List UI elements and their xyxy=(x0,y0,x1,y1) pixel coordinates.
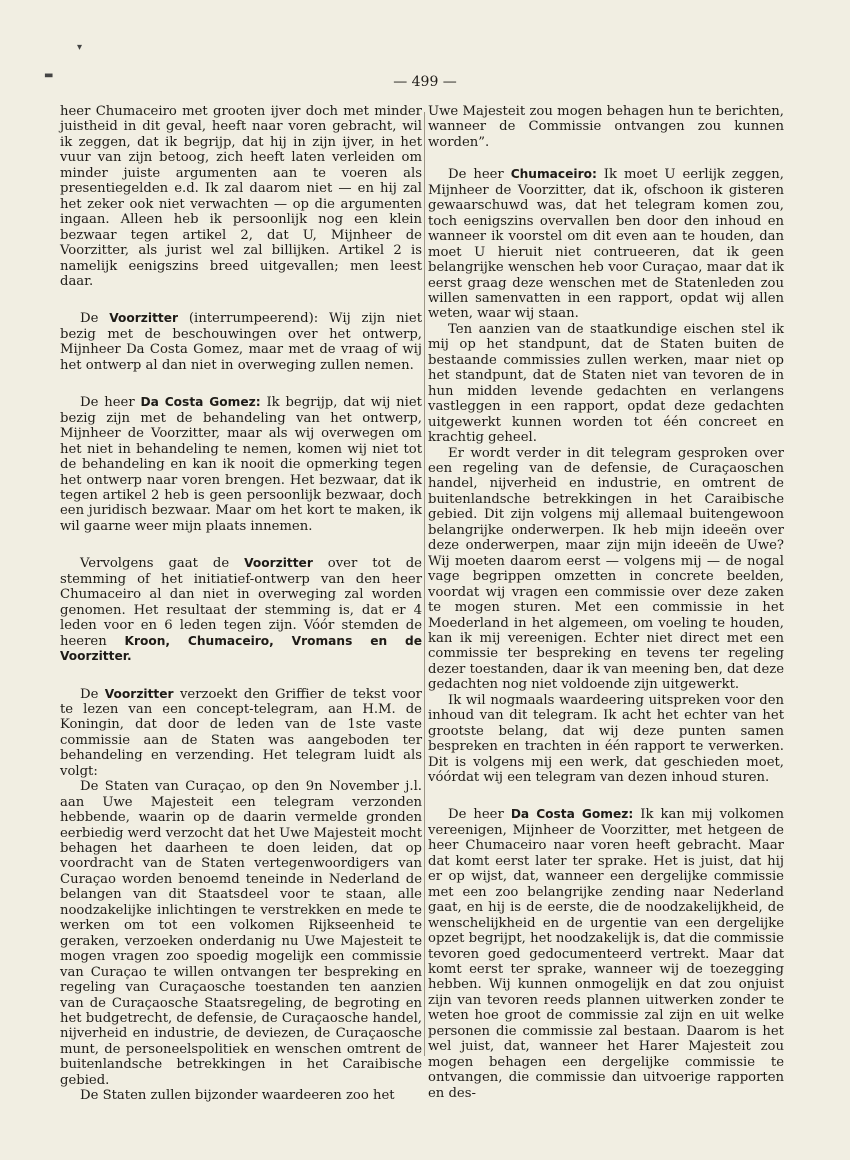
paragraph-da-costa-gomez-reply: De heer Da Costa Gomez: Ik kan mij volkomen vereenigen, Mijnheer de Voorzitter, met hetgeen de heer Chumaceiro naar voren heeft gebracht. Maar dat komt eerst later ter sprake. Het is juist, dat hij er op wijst, dat, wanneer een dergelijke commissie met een zoo belangrijke zending naar Nederland gaat, en hij is de eerste, die de noodzakelijkheid, de wenschelijkheid en de urgentie van een dergelijke opzet begrijpt, het noodzakelijk is, dat die commissie tevoren goed gedocumenteerd vertrekt. Maar dat komt eerst ter sprake, wanneer wij de toezegging hebben. Wij kunnen onmogelijk en dat zou onjuist zijn van tevoren reeds plannen uitwerken zonder te weten hoe groot de commissie zal zijn en uit welke personen die commissie zal bestaan. Daarom is het wel juist, dat, wanneer het Harer Majesteit zou mogen behagen een dergelijke commissie te ontvangen, die commissie dan uitvoerige rapporten en des- xyxy=(428,807,784,1101)
paragraph-telegram-text: De Staten van Curaçao, op den 9n November j.l. aan Uwe Majesteit een telegram verzonden hebbende, waarin op de daarin vermelde gronden eerbiedig werd verzocht dat het Uwe Majesteit mocht behagen het daarheen te doen leiden, dat op voordracht van de Staten vertegenwoordigers van Curaçao worden benoemd teneinde in Nederland de belangen van dit Staatsdeel voor te staan, alle noodzakelijke inlichtingen te verstrekken en mede te werken om tot een volkomen Rijkseenheid te geraken, verzoeken onderdanig nu Uwe Majesteit te mogen vragen zoo spoedig mogelijk een commissie van Curaçao te willen ontvangen ter bespreking en regeling van Curaçaosche toestanden ten aanzien van de Curaçaosche Staatsregeling, de begroting en het budgetrecht, de defensie, de Curaçaosche handel, nijverheid en industrie, de deviezen, de Curaçaosche munt, de personeelspolitiek en wenschen omtrent de buitenlandsche betrekkingen in het Caraibische gebied. xyxy=(60,779,422,1088)
paragraph-telegram-topics: Er wordt verder in dit telegram gesproken over een regeling van de defensie, de Curaçaoschen handel, nijverheid en industrie, en omtrent de buitenlandsche betrekkingen in het Caraibische gebied. Dit zijn volgens mij allemaal buitengewoon belangrijke onderwerpen. Ik heb mijn ideeën over deze onderwerpen, maar zijn mijn ideeën de Uwe? Wij moeten daarom eerst — volgens mij — de nogal vage begrippen omzetten in concrete beelden, voordat wij vragen een commissie over deze zaken te mogen sturen. Met een commissie in het Moederland in het algemeen, om voeling te houden, kan ik mij vereenigen. Echter niet direct met een commissie ter bespreking en tevens ter regeling dezer toestanden, daar ik van meening ben, dat deze gedachten nog niet voldoende zijn uitgewerkt. xyxy=(428,445,784,693)
left-column xyxy=(60,104,422,1104)
paragraph-da-costa-gomez: De heer Da Costa Gomez: Ik begrijp, dat wij niet bezig zijn met de behandeling van het ontwerp, Mijnheer de Voorzitter, maar als wij overwegen om het niet in behandeling te nemen, komen wij niet tot de behandeling en kan ik nooit die opmerking tegen het ontwerp naar voren brengen. Het bezwaar, dat ik tegen artikel 2 heb is geen persoonlijk bezwaar, doch een juridisch bezwaar. Maar om het kort te maken, ik wil gaarne weer mijn plaats innemen. xyxy=(60,395,422,534)
speaker-name: Da Costa Gomez: xyxy=(510,807,634,822)
print-speck: ▬ xyxy=(44,70,54,81)
speaker-name: Voorzitter xyxy=(244,556,313,571)
paragraph-continuation: Uwe Majesteit zou mogen behagen hun te berichten, wanneer de Commissie ontvangen zou kunnen worden”. xyxy=(428,104,784,150)
paragraph-telegram-end: De Staten zullen bijzonder waardeeren zoo het xyxy=(80,1088,395,1104)
speaker-name: Chumaceiro: xyxy=(510,167,597,182)
paragraph-waardeering: Ik wil nogmaals waardeering uitspreken voor den inhoud van dit telegram. Ik acht het echter van het grootste belang, dat wij deze punten samen bespreken en trachten in één rapport te verwerken. Dit is volgens mij een werk, dat geschieden moet, vóórdat wij een telegram van dezen inhoud sturen. xyxy=(428,692,784,786)
right-column xyxy=(428,104,784,1101)
speaker-name: Voorzitter xyxy=(104,686,174,701)
speaker-name: Voorzitter xyxy=(109,311,179,326)
paragraph-staatkundige-eischen: Ten aanzien van de staatkundige eischen stel ik mij op het standpunt, dat de Staten buiten de bestaande commissies zullen werken, maar niet op het standpunt, dat de Staten niet van tevoren de in hun midden levende gedachten en verlangens vastleggen in een rapport, opdat deze gedachten uitgewerkt kunnen worden tot één concreet en krachtig geheel. xyxy=(428,321,784,446)
paragraph-vote: Vervolgens gaat de Voorzitter over tot de stemming of het initiatief-ontwerp van den heer Chumaceiro al dan niet in overweging zal worden genomen. Het resultaat der stemming is, dat er 4 leden voor en 6 leden tegen zijn. Vóór stemden de heeren Kroon, Chumaceiro, Vromans en de Voorzitter. xyxy=(60,556,422,664)
vote-names: Kroon, Chumaceiro, Vromans en de Voorzitter. xyxy=(60,633,422,664)
paragraph-continuation: heer Chumaceiro met grooten ijver doch met minder juistheid in dit geval, heeft naar voren gebracht, wil ik zeggen, dat ik begrijp, dat hij in zijn ijver, in het vuur van zijn betoog, zich heeft laten verleiden om minder juiste argumenten aan te voeren als presentiegelden e.d. Ik zal daarom niet — en hij zal het zeker ook niet verwachten — op die argumenten ingaan. Alleen heb ik persoonlijk nog een klein bezwaar tegen artikel 2, dat U, Mijnheer de Voorzitter, als jurist wel zal billijken. Artikel 2 is namelijk eenigszins breed uitgevallen; men leest daar. xyxy=(60,104,422,289)
page-number: — 499 — xyxy=(393,74,457,90)
paragraph-telegram-intro: De Voorzitter verzoekt den Griffier de tekst voor te lezen van een concept-telegram, aan H.M. de Koningin, dat door de leden van de 1ste vaste commissie aan de Staten was aangeboden ter behandeling en verzending. Het telegram luidt als volgt: xyxy=(60,686,422,779)
speaker-name: Da Costa Gomez: xyxy=(140,395,261,410)
paragraph-voorzitter-interrupt: De Voorzitter (interrumpeerend): Wij zijn niet bezig met de beschouwingen over het ontwerp, Mijnheer Da Costa Gomez, maar met de vraag of wij het ontwerp al dan niet in overweging zullen nemen. xyxy=(60,311,422,373)
column-divider xyxy=(424,112,425,1056)
paragraph-chumaceiro: De heer Chumaceiro: Ik moet U eerlijk zeggen, Mijnheer de Voorzitter, dat ik, ofschoon ik gisteren gewaarschuwd was, dat het telegram komen zou, toch eenigszins overvallen ben door den inhoud en wanneer ik voorstel om dit even aan te houden, dan moet U hieruit niet contrueeren, dat ik geen belangrijke wenschen heb voor Curaçao, maar dat ik eerst graag deze wenschen met de Statenleden zou willen samenvatten in een rapport, opdat wij allen weten, waar wij staan. xyxy=(428,167,784,322)
print-speck: ▾ xyxy=(77,42,83,53)
